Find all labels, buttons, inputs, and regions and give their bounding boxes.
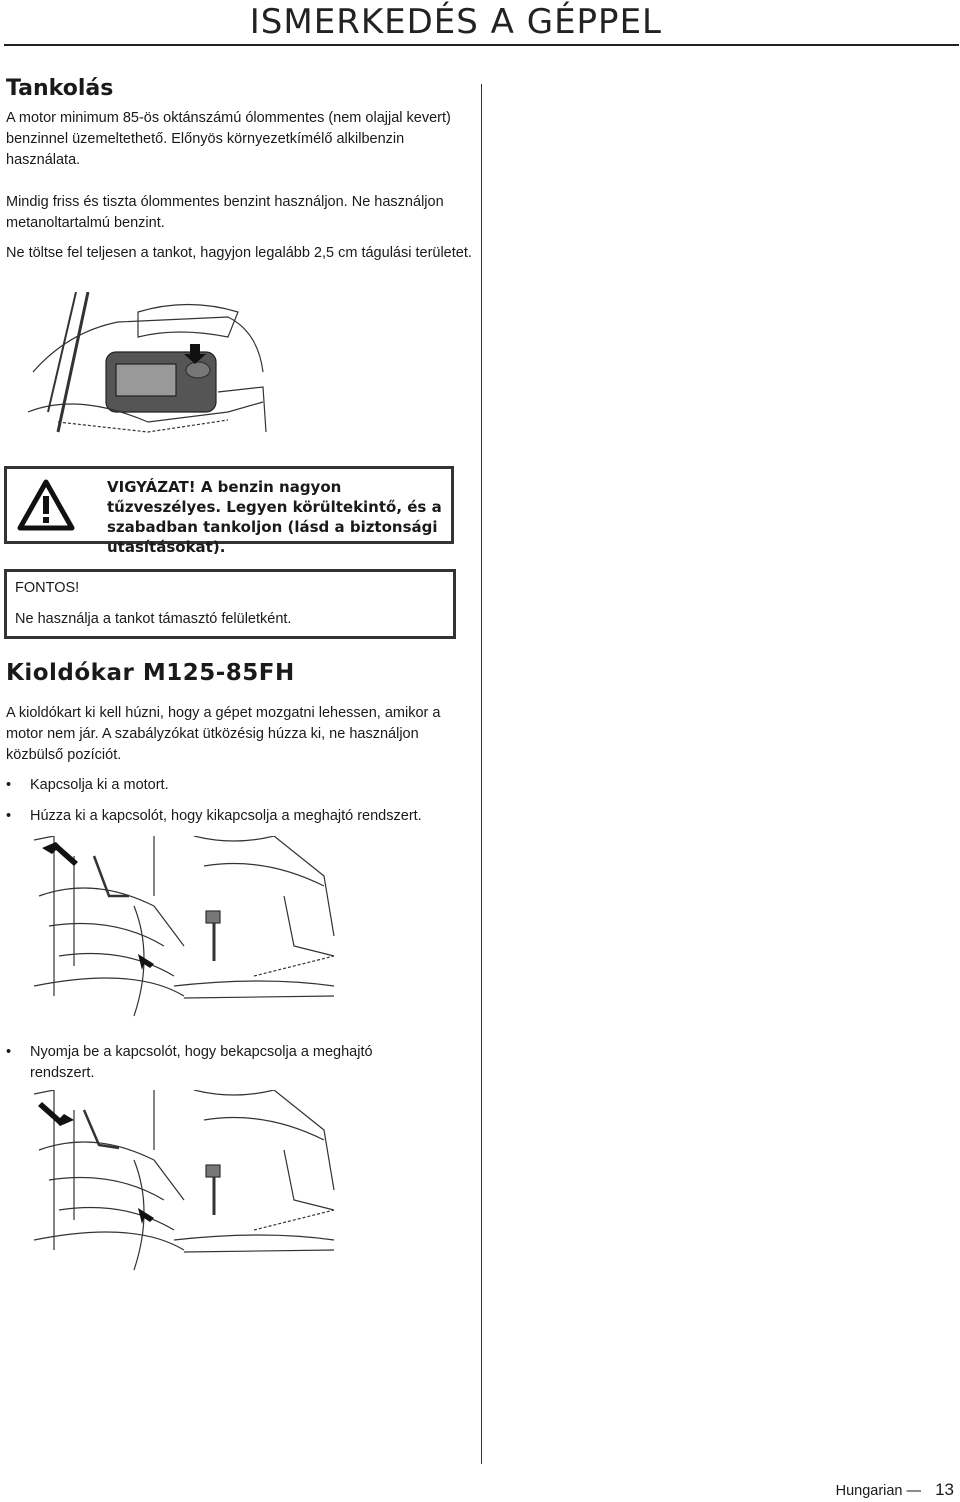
fuel-tank-illustration	[28, 292, 268, 442]
release-lever-push-illustration	[34, 1090, 350, 1284]
footer-language: Hungarian	[835, 1483, 903, 1499]
column-divider	[481, 84, 482, 1464]
page-header-title: ISMERKEDÉS A GÉPPEL	[249, 2, 662, 42]
bullet-marker: •	[6, 777, 12, 793]
warning-box	[4, 466, 454, 556]
footer-dash: —	[906, 1483, 922, 1499]
warning-text: VIGYÁZAT! A benzin nagyon tűzveszélyes. Legyen körültekintő, és a szabadban tankoljon (lásd a biztonsági utasításokat).	[107, 478, 442, 556]
paragraph-fill-level: Ne töltse fel teljesen a tankot, hagyjon legalább 2,5 cm tágulási területet.	[6, 245, 472, 261]
section-title-tankolas: Tankolás	[6, 76, 114, 101]
paragraph-release-lever: A kioldókart ki kell húzni, hogy a gépet mozgatni lehessen, amikor a motor nem jár. A szabályzókat ütközésig húzza ki, ne használjon közbülső pozíciót.	[6, 705, 441, 763]
paragraph-fresh-fuel: Mindig friss és tiszta ólommentes benzint használjon. Ne használjon metanoltartalmú benzint.	[6, 194, 444, 231]
header-divider	[4, 44, 959, 46]
page-number: 13	[935, 1480, 954, 1499]
bullet-marker: •	[6, 1044, 12, 1060]
list-item-text: Húzza ki a kapcsolót, hogy kikapcsolja a meghajtó rendszert.	[30, 808, 422, 824]
section-title-kioldokar: Kioldókar M125-85FH	[6, 660, 295, 686]
arrow-small-icon	[138, 1208, 154, 1224]
warning-triangle-icon	[17, 479, 75, 531]
page-footer	[836, 1480, 954, 1500]
list-item-text: Kapcsolja ki a motort.	[30, 777, 169, 793]
list-item-text: Nyomja be a kapcsolót, hogy bekapcsolja a meghajtó rendszert.	[30, 1044, 373, 1081]
arrow-small-icon	[138, 954, 154, 970]
note-label: FONTOS!	[15, 580, 80, 596]
release-lever-pull-illustration	[34, 836, 350, 1030]
paragraph-fuel-spec: A motor minimum 85-ös oktánszámú ólommentes (nem olajjal kevert) benzinnel üzemeltethető. Előnyös környezetkímélő alkilbenzin használata.	[6, 110, 451, 168]
arrow-pull-icon	[42, 842, 78, 866]
bullet-marker: •	[6, 808, 12, 824]
note-text: Ne használja a tankot támasztó felületként.	[15, 611, 292, 627]
note-box	[4, 569, 456, 639]
arrow-push-icon	[38, 1102, 74, 1126]
